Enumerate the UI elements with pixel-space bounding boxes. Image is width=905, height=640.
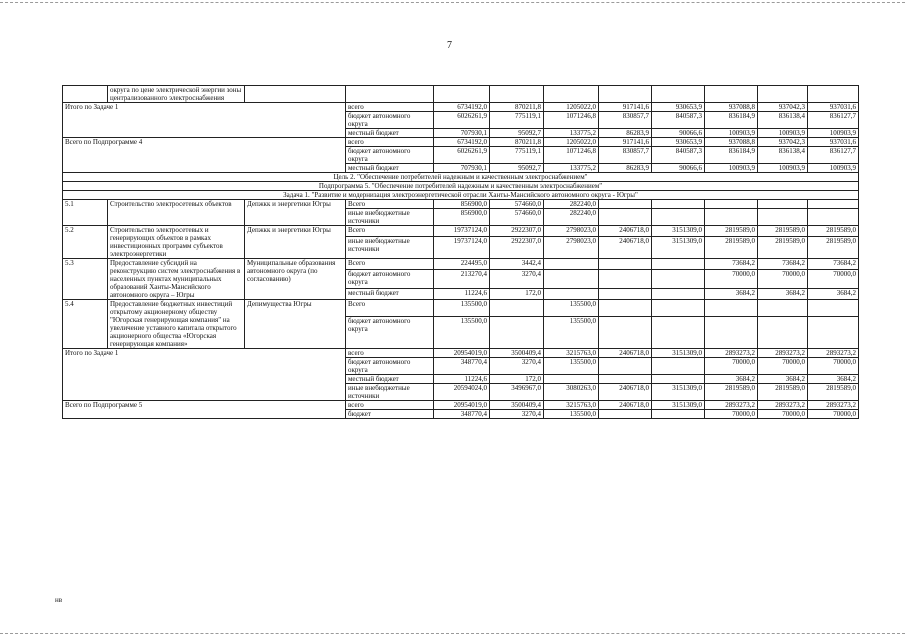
table-cell: 3270,4 (490, 358, 544, 375)
table-cell: Предоставление субсидий на реконструкцию систем электроснабжения в населенных пунктах муниципальных образований Ханты-Мансийского автономного округа – Югры (108, 259, 245, 300)
table-cell (758, 209, 808, 226)
table-cell: 5.1 (63, 200, 108, 226)
table-row (63, 173, 859, 182)
table-cell (758, 316, 808, 348)
table-cell: 2406718,0 (599, 384, 652, 401)
table-cell (599, 269, 652, 289)
table-cell (599, 209, 652, 226)
table-cell: 2819589,0 (808, 226, 859, 237)
table-row (63, 259, 859, 270)
table-cell (490, 316, 544, 348)
table-cell: 70000,0 (758, 358, 808, 375)
page-number: 7 (447, 40, 452, 51)
table-cell: Итого по Задаче 1 (63, 103, 346, 138)
table-cell: 348770,4 (434, 410, 490, 419)
table-cell (346, 86, 434, 103)
table-cell (599, 316, 652, 348)
table-cell: 870211,8 (490, 103, 544, 112)
table-cell: 937031,6 (808, 138, 859, 147)
table-cell: 133775,2 (544, 164, 599, 173)
table-cell: 937031,6 (808, 103, 859, 112)
table-cell: 3151309,0 (652, 226, 705, 237)
table-cell (705, 200, 758, 209)
table-cell: 90066,6 (652, 129, 705, 138)
table-cell: 937042,3 (758, 138, 808, 147)
table-cell: 3270,4 (490, 269, 544, 289)
budget-table-body (63, 86, 859, 419)
table-cell: 3684,2 (808, 375, 859, 384)
table-cell (652, 269, 705, 289)
table-cell: иные внебюджетные источники (346, 209, 434, 226)
table-cell: Задача 1. "Развитие и модернизация электроэнергетической отрасли Ханты-Мансийского автономного округа - Югры" (63, 191, 859, 200)
table-cell (599, 410, 652, 419)
budget-table (62, 85, 859, 419)
table-cell: всего (346, 349, 434, 358)
table-cell: 70000,0 (758, 410, 808, 419)
table-row (63, 86, 859, 103)
footer-mark: нв (55, 596, 63, 604)
table-cell: 840587,3 (652, 112, 705, 129)
table-cell: 707930,1 (434, 164, 490, 173)
table-row (63, 191, 859, 200)
table-row (63, 103, 859, 112)
table-cell (705, 209, 758, 226)
table-cell: Всего по Подпрограмме 4 (63, 138, 346, 173)
table-cell: Цель 2. "Обеспечение потребителей надежным и качественным электроснабжением" (63, 173, 859, 182)
table-cell (544, 269, 599, 289)
table-cell (544, 259, 599, 270)
table-cell: 73684,2 (705, 259, 758, 270)
table-cell: 73684,2 (758, 259, 808, 270)
table-cell: 2893273,2 (808, 401, 859, 410)
top-scan-edge (0, 2, 905, 3)
table-cell: 20594024,0 (434, 384, 490, 401)
table-cell: 836138,4 (758, 112, 808, 129)
table-cell: иные внебюджетные источники (346, 237, 434, 259)
table-cell: 2893273,2 (758, 401, 808, 410)
table-cell (599, 86, 652, 103)
table-cell: Предоставление бюджетных инвестиций открытому акционерному обществу "Югорская генерирующая компания" на увеличение уставного капитала открытого акционерного общества «Югорская генерирующая компания» (108, 300, 245, 349)
table-cell (652, 316, 705, 348)
table-cell: 1205022,0 (544, 103, 599, 112)
table-cell: 100903,9 (705, 164, 758, 173)
table-cell (599, 358, 652, 375)
table-cell: 574660,0 (490, 200, 544, 209)
table-cell: 11224,6 (434, 375, 490, 384)
table-cell: 856900,0 (434, 209, 490, 226)
table-cell: 2922307,0 (490, 226, 544, 237)
table-cell (599, 375, 652, 384)
table-cell: 70000,0 (758, 269, 808, 289)
table-cell: местный бюджет (346, 375, 434, 384)
table-cell (652, 200, 705, 209)
table-cell: 6026261,9 (434, 112, 490, 129)
table-cell: 1205022,0 (544, 138, 599, 147)
table-cell: 2922307,0 (490, 237, 544, 259)
table-cell: 2893273,2 (808, 349, 859, 358)
table-cell (63, 86, 108, 103)
table-cell: 20954019,0 (434, 349, 490, 358)
table-cell (808, 300, 859, 317)
table-cell: 3684,2 (758, 375, 808, 384)
table-cell: 3684,2 (808, 289, 859, 300)
table-cell: 2893273,2 (758, 349, 808, 358)
table-cell: 6734192,0 (434, 138, 490, 147)
table-cell: 836138,4 (758, 147, 808, 164)
table-cell: 19737124,0 (434, 237, 490, 259)
table-cell: 2893273,2 (705, 349, 758, 358)
table-cell: 6026261,9 (434, 147, 490, 164)
table-cell: 135500,0 (544, 410, 599, 419)
bottom-scan-edge (0, 633, 905, 634)
table-row (63, 138, 859, 147)
table-cell: 2406718,0 (599, 349, 652, 358)
table-cell (705, 300, 758, 317)
table-cell: 70000,0 (705, 269, 758, 289)
table-cell: местный бюджет (346, 289, 434, 300)
table-cell: 135500,0 (544, 316, 599, 348)
table-cell: 830857,7 (599, 147, 652, 164)
table-cell: местный бюджет (346, 129, 434, 138)
table-cell: 90066,6 (652, 164, 705, 173)
table-cell: 2819589,0 (808, 237, 859, 259)
table-cell: 5.3 (63, 259, 108, 300)
table-row (63, 401, 859, 410)
table-cell (245, 86, 346, 103)
table-cell: 2406718,0 (599, 401, 652, 410)
table-cell: бюджет автономного округа (346, 269, 434, 289)
table-cell: 6734192,0 (434, 103, 490, 112)
table-cell: 135500,0 (544, 300, 599, 317)
table-cell: 2819589,0 (705, 237, 758, 259)
table-cell (808, 86, 859, 103)
table-cell: Всего (346, 226, 434, 237)
table-cell: 135500,0 (434, 300, 490, 317)
table-cell: всего (346, 401, 434, 410)
table-cell: 917141,6 (599, 138, 652, 147)
table-cell (599, 289, 652, 300)
table-row (63, 226, 859, 237)
table-cell: 836184,9 (705, 147, 758, 164)
table-cell: 707930,1 (434, 129, 490, 138)
table-cell: Муниципальные образования автономного округа (по согласованию) (245, 259, 346, 300)
table-cell: 3080263,0 (544, 384, 599, 401)
table-cell (758, 86, 808, 103)
table-cell: 135500,0 (544, 358, 599, 375)
table-cell (705, 86, 758, 103)
table-cell: 95092,7 (490, 129, 544, 138)
table-cell: 100903,9 (808, 129, 859, 138)
table-cell: 937088,8 (705, 138, 758, 147)
table-cell: 3496967,0 (490, 384, 544, 401)
table-cell: бюджет автономного округа (346, 147, 434, 164)
table-cell: 70000,0 (705, 410, 758, 419)
table-cell: 836127,7 (808, 147, 859, 164)
table-cell: 937088,8 (705, 103, 758, 112)
table-cell: всего (346, 103, 434, 112)
table-cell: 3151309,0 (652, 384, 705, 401)
table-cell (652, 259, 705, 270)
table-cell: Депжкк и энергетики Югры (245, 226, 346, 259)
table-cell: 70000,0 (808, 358, 859, 375)
table-cell: бюджет автономного округа (346, 316, 434, 348)
table-cell: 3215763,0 (544, 349, 599, 358)
table-cell: 2819589,0 (705, 384, 758, 401)
table-cell: 3500409,4 (490, 349, 544, 358)
table-cell: 870211,8 (490, 138, 544, 147)
table-cell: 70000,0 (705, 358, 758, 375)
table-cell: 2893273,2 (705, 401, 758, 410)
table-cell: 2819589,0 (705, 226, 758, 237)
table-cell (808, 316, 859, 348)
table-cell: 2819589,0 (808, 384, 859, 401)
table-cell: бюджет автономного округа (346, 358, 434, 375)
table-cell: 830857,7 (599, 112, 652, 129)
table-cell: бюджет (346, 410, 434, 419)
table-cell: 5.2 (63, 226, 108, 259)
table-cell (490, 86, 544, 103)
table-cell: 3684,2 (758, 289, 808, 300)
table-cell (758, 200, 808, 209)
table-cell: 840587,3 (652, 147, 705, 164)
table-cell: 836127,7 (808, 112, 859, 129)
table-cell (808, 209, 859, 226)
table-cell: 86283,9 (599, 129, 652, 138)
table-cell: 172,0 (490, 375, 544, 384)
table-cell: 100903,9 (705, 129, 758, 138)
table-cell: 86283,9 (599, 164, 652, 173)
table-cell (490, 300, 544, 317)
table-cell: Депимущества Югры (245, 300, 346, 349)
table-cell: Всего (346, 200, 434, 209)
table-cell: 213270,4 (434, 269, 490, 289)
table-cell (652, 375, 705, 384)
table-cell: округа по цене электрической энергии зоны централизованного электроснабжения (108, 86, 245, 103)
table-cell: 11224,6 (434, 289, 490, 300)
table-cell: 775119,1 (490, 112, 544, 129)
table-cell: Всего (346, 300, 434, 317)
table-cell (652, 209, 705, 226)
table-cell: 2798023,0 (544, 237, 599, 259)
table-cell: 20954019,0 (434, 401, 490, 410)
table-cell: 775119,1 (490, 147, 544, 164)
table-cell: 3270,4 (490, 410, 544, 419)
table-cell (705, 316, 758, 348)
table-cell (758, 300, 808, 317)
table-cell: Всего (346, 259, 434, 270)
table-cell: бюджет автономного округа (346, 112, 434, 129)
table-cell (599, 200, 652, 209)
table-cell: 70000,0 (808, 269, 859, 289)
table-cell (599, 259, 652, 270)
table-cell: 2819589,0 (758, 237, 808, 259)
table-row (63, 200, 859, 209)
table-cell: 282240,0 (544, 209, 599, 226)
table-cell (652, 358, 705, 375)
table-cell: 2798023,0 (544, 226, 599, 237)
table-cell (544, 375, 599, 384)
table-cell: 3500409,4 (490, 401, 544, 410)
table-cell: Депжкк и энергетики Югры (245, 200, 346, 226)
table-cell: Всего по Подпрограмме 5 (63, 401, 346, 419)
table-cell: 100903,9 (758, 164, 808, 173)
table-cell (599, 300, 652, 317)
table-cell: Итого по Задаче 1 (63, 349, 346, 401)
table-cell: 3215763,0 (544, 401, 599, 410)
table-cell: 19737124,0 (434, 226, 490, 237)
table-cell: 3151309,0 (652, 237, 705, 259)
table-cell: 224495,0 (434, 259, 490, 270)
table-cell: 3684,2 (705, 375, 758, 384)
table-cell: Строительство электросетевых и генерирующих объектов в рамках инвестиционных программ субъектов электроэнергетики (108, 226, 245, 259)
table-row (63, 300, 859, 317)
table-cell: 930653,9 (652, 103, 705, 112)
table-cell: местный бюджет (346, 164, 434, 173)
table-cell: иные внебюджетные источники (346, 384, 434, 401)
table-cell: 937042,3 (758, 103, 808, 112)
table-cell: 2819589,0 (758, 226, 808, 237)
table-cell: 3442,4 (490, 259, 544, 270)
table-cell: 70000,0 (808, 410, 859, 419)
table-cell: 2819589,0 (758, 384, 808, 401)
table-cell: 1071246,8 (544, 147, 599, 164)
table-cell: Подпрограмма 5. "Обеспечение потребителей надежным и качественным электроснабжением" (63, 182, 859, 191)
table-cell (544, 289, 599, 300)
table-cell (652, 410, 705, 419)
table-cell: 135500,0 (434, 316, 490, 348)
table-cell: 100903,9 (758, 129, 808, 138)
table-cell (652, 300, 705, 317)
table-cell: 172,0 (490, 289, 544, 300)
table-cell: 2406718,0 (599, 237, 652, 259)
table-cell: 282240,0 (544, 200, 599, 209)
table-cell: 5.4 (63, 300, 108, 349)
table-cell: 3151309,0 (652, 401, 705, 410)
table-cell: 2406718,0 (599, 226, 652, 237)
table-cell (652, 289, 705, 300)
table-cell: 100903,9 (808, 164, 859, 173)
table-row (63, 349, 859, 358)
table-cell: 95092,7 (490, 164, 544, 173)
table-cell: 930653,9 (652, 138, 705, 147)
table-cell: 917141,6 (599, 103, 652, 112)
table-cell: 856900,0 (434, 200, 490, 209)
table-cell: Строительство электросетевых объектов (108, 200, 245, 226)
table-cell (434, 86, 490, 103)
table-cell (544, 86, 599, 103)
table-cell (808, 200, 859, 209)
table-cell: 3684,2 (705, 289, 758, 300)
table-cell: всего (346, 138, 434, 147)
table-cell: 574660,0 (490, 209, 544, 226)
table-cell: 836184,9 (705, 112, 758, 129)
table-cell: 133775,2 (544, 129, 599, 138)
table-cell: 73684,2 (808, 259, 859, 270)
table-cell: 3151309,0 (652, 349, 705, 358)
table-cell: 1071246,8 (544, 112, 599, 129)
table-cell: 348770,4 (434, 358, 490, 375)
table-row (63, 182, 859, 191)
table-cell (652, 86, 705, 103)
